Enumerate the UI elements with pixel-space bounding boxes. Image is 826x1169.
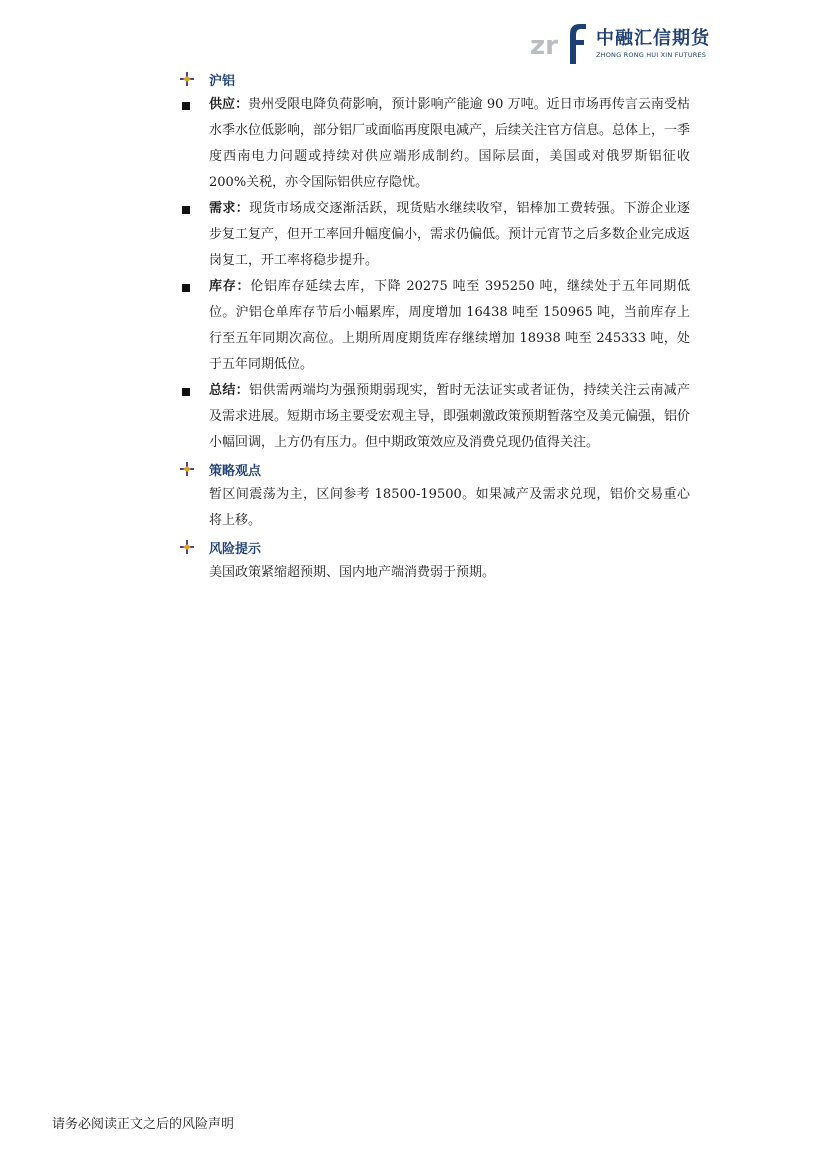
section-marker-icon — [180, 462, 194, 476]
section-title: 风险提示 — [209, 542, 262, 557]
square-bullet-icon — [182, 206, 190, 214]
bullet-text: 伦铝库存延续去库，下降 20275 吨至 395250 吨，继续处于五年同期低位。沪铝仓单库存节后小幅累库，周度增加 16438 吨至 150965 吨，当前库存上行至五年同期次高位。上期所周度期货库存继续增加 18938 吨至 245333 吨，处于五年同期低位。 — [209, 279, 690, 372]
square-bullet-icon — [182, 388, 190, 396]
bullet-label: 库存： — [209, 279, 251, 294]
section-heading-aluminum — [178, 66, 690, 92]
section-marker-icon — [180, 540, 194, 554]
bullet-text: 现货市场成交逐渐活跃，现货贴水继续收窄，铝棒加工费转强。下游企业逐步复工复产，但开工率回升幅度偏小，需求仍偏低。预计元宵节之后多数企业完成返岗复工，开工率将稳步提升。 — [209, 201, 691, 268]
square-bullet-icon — [182, 284, 190, 292]
bullet-label: 供应： — [209, 97, 249, 112]
section-marker-icon — [180, 72, 194, 86]
section-heading-strategy — [178, 456, 690, 482]
bullet-demand — [178, 196, 690, 274]
bullet-inventory — [178, 274, 690, 378]
bullet-text: 铝供需两端均为强预期弱现实，暂时无法证实或者证伪，持续关注云南减产及需求进展。短期市场主要受宏观主导，即强刺激政策预期暂落空及美元偏强，铝价小幅回调，上方仍有压力。但中期政策效应及消费兑现仍值得关注。 — [209, 383, 691, 450]
strategy-text: 暂区间震荡为主，区间参考 18500-19500。如果减产及需求兑现，铝价交易重心将上移。 — [209, 487, 690, 528]
bullet-supply — [178, 92, 690, 196]
bullet-summary — [178, 378, 690, 456]
bullet-label: 需求： — [209, 201, 250, 216]
section-title: 沪铝 — [209, 74, 236, 89]
logo-chinese-name: 中融汇信期货 — [596, 28, 710, 49]
risk-disclaimer-footer: 请务必阅读正文之后的风险声明 — [52, 1117, 235, 1132]
company-logo — [530, 20, 720, 64]
zrf-logo-mark — [530, 20, 586, 64]
logo-english-name: ZHONG RONG HUI XIN FUTURES — [596, 51, 707, 59]
bullet-label: 总结： — [209, 383, 250, 398]
square-bullet-icon — [182, 102, 190, 110]
risk-text: 美国政策紧缩超预期、国内地产端消费弱于预期。 — [209, 565, 496, 580]
bullet-text: 贵州受限电降负荷影响，预计影响产能逾 90 万吨。近日市场再传言云南受枯水季水位低影响，部分铝厂或面临再度限电减产，后续关注官方信息。总体上，一季度西南电力问题或持续对供应端形成制约。国际层面，美国或对俄罗斯铝征收 200%关税，亦令国际铝供应存隐忧。 — [209, 97, 691, 190]
section-title: 策略观点 — [209, 464, 262, 479]
section-heading-risk — [178, 534, 690, 560]
svg-text:zr: zr — [530, 31, 558, 61]
report-content — [178, 66, 690, 586]
